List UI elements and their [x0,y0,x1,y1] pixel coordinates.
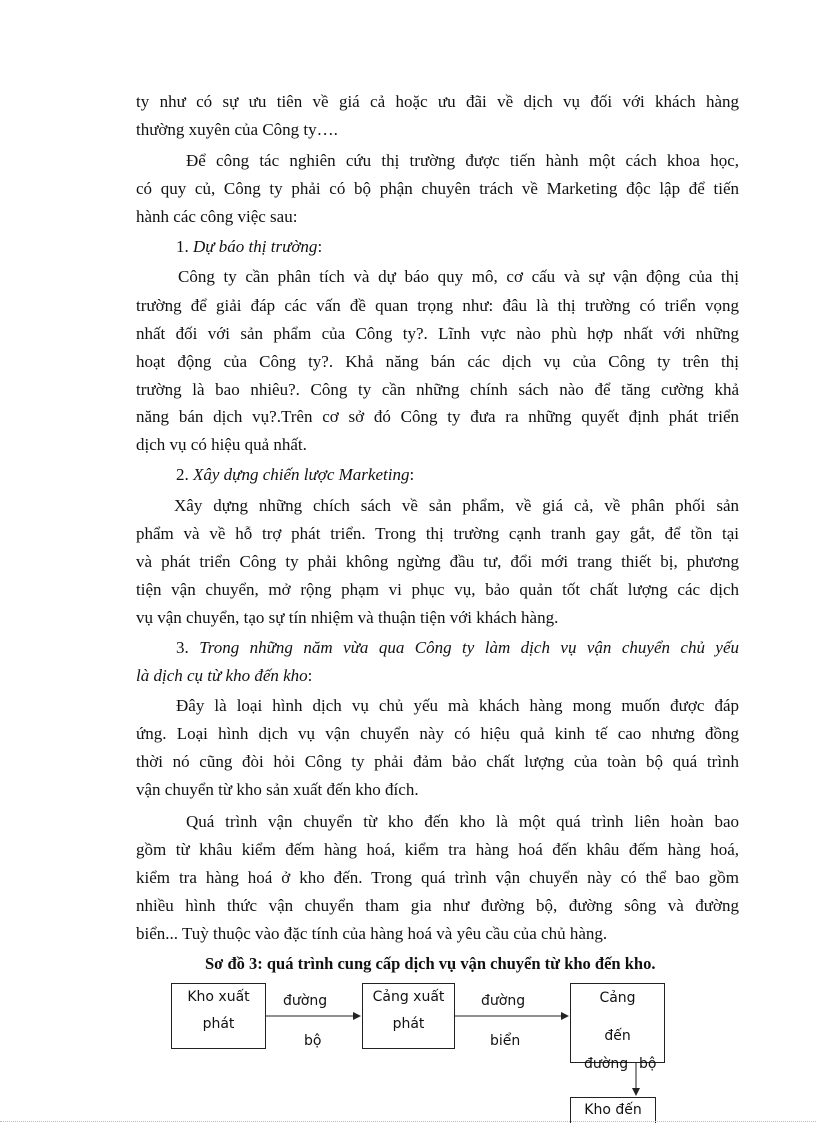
box-label: Kho đến [584,1102,642,1118]
heading-suffix: : [307,666,313,685]
paragraph-line: nhất đối với sản phẩm của Công ty?. Lĩnh vực nào phù hợp nhất với những [136,324,739,343]
paragraph-line: thời nó cũng đòi hỏi Công ty phải đảm bảo chất lượng của toàn bộ quá trình [136,752,739,771]
edge-label: đường [283,993,328,1009]
heading-number: 3. [176,638,200,657]
heading-number: 2. [176,465,193,484]
box-label: Cảng xuất [372,989,445,1005]
paragraph-line: Đây là loại hình dịch vụ chủ yếu mà khách hàng mong muốn được đáp [176,696,739,715]
paragraph-line: gồm từ khâu kiểm đếm hàng hoá, kiểm tra hàng hoá đến khâu đếm hàng hoá, [136,840,739,859]
heading-suffix: : [317,237,323,256]
paragraph-line: có quy củ, Công ty phải có bộ phận chuyên trách về Marketing độc lập để tiến [136,179,739,198]
paragraph-line: kiểm tra hàng hoá ở kho đến. Trong quá trình vận chuyển này có thể bao gồm [136,868,739,887]
edge-label: biển [490,1033,521,1049]
paragraph-line: trường để giải đáp các vấn đề quan trọng như: đâu là thị trường có triển vọng [136,296,739,315]
box-label: phát [392,1016,425,1032]
paragraph-line: trường là bao nhiêu?. Công ty cần những chính sách nào để tăng cường khả [136,380,739,399]
edge-label: đường [481,993,526,1009]
paragraph-line: và phát triển Công ty phải không ngừng đầu tư, đổi mới trang thiết bị, phương [136,552,739,571]
box-label: Cảng [599,990,636,1006]
paragraph-line: tiện vận chuyển, mở rộng phạm vi phục vụ, bảo quản tốt chất lượng các dịch [136,580,739,599]
paragraph-line: ty như có sự ưu tiên về giá cả hoặc ưu đãi về dịch vụ đối với khách hàng [136,92,739,111]
heading-number: 1. [176,237,193,256]
edge-label: đường [584,1056,629,1072]
paragraph-line: vụ vận chuyển, tạo sự tín nhiệm và thuận tiện với khách hàng. [136,608,559,627]
heading-label: Trong những năm vừa qua Công ty làm dịch vụ vận chuyển chủ yếu [199,638,740,657]
paragraph-line: Để công tác nghiên cứu thị trường được tiến hành một cách khoa học, [186,151,739,170]
box-cang-xuat-phat [362,983,455,1049]
paragraph-line: ứng. Loại hình dịch vụ vận chuyển này có hiệu quả kinh tế cao nhưng đồng [136,724,739,743]
paragraph-line: hành các công việc sau: [136,207,298,226]
paragraph-line: năng bán dịch vụ?.Trên cơ sở đó Công ty đưa ra những quyết định phát triển [136,407,739,426]
page-bottom-rule [0,1121,816,1122]
box-cang-den [570,983,665,1063]
heading-label: là dịch cụ từ kho đến kho [136,666,308,685]
box-label: đến [604,1028,631,1044]
paragraph-line: Công ty cần phân tích và dự báo quy mô, cơ cấu và sự vận động của thị [178,267,739,286]
heading-suffix: : [409,465,415,484]
box-kho-den [570,1097,656,1123]
heading-label: Dự báo thị trường [193,237,318,256]
paragraph-line: biển... Tuỳ thuộc vào đặc tính của hàng hoá và yêu cầu của chủ hàng. [136,924,608,943]
paragraph-line: phẩm và về hỗ trợ phát triển. Trong thị trường cạnh tranh gay gắt, để tồn tại [136,524,739,543]
box-kho-xuat-phat [171,983,266,1049]
heading-label: Xây dựng chiến lược Marketing [193,465,410,484]
paragraph-line: dịch vụ có hiệu quả nhất. [136,435,307,454]
diagram-title: Sơ đồ 3: quá trình cung cấp dịch vụ vận chuyển từ kho đến kho. [205,954,656,973]
paragraph-line: thường xuyên của Công ty…. [136,120,338,139]
edge-label: bộ [639,1056,657,1072]
paragraph-line: Xây dựng những chích sách về sản phẩm, về giá cả, về phân phối sản [174,496,739,515]
paragraph-line: vận chuyển từ kho sản xuất đến kho đích. [136,780,419,799]
paragraph-line: Quá trình vận chuyển từ kho đến kho là một quá trình liên hoàn bao [186,812,739,831]
box-label: Kho xuất [187,989,250,1005]
paragraph-line: nhiều hình thức vận chuyển tham gia như đường bộ, đường sông và đường [136,896,739,915]
paragraph-line: hoạt động của Công ty?. Khả năng bán các dịch vụ của Công ty trên thị [136,352,739,371]
edge-label: bộ [304,1033,322,1049]
box-label: phát [202,1016,235,1032]
